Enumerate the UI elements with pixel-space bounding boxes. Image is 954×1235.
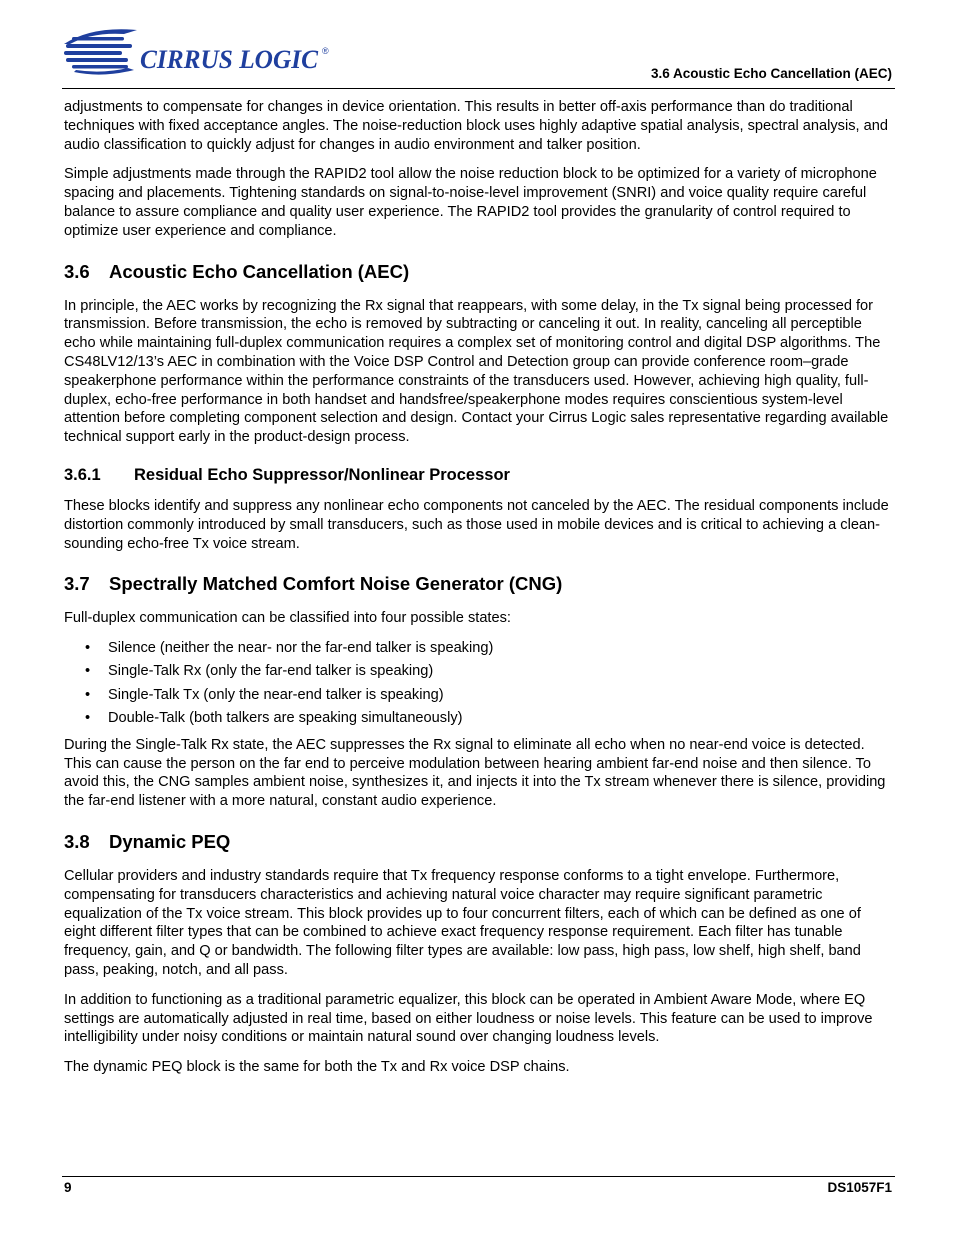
section-title: Spectrally Matched Comfort Noise Generator (CNG) [109,573,563,595]
list-item [64,662,892,681]
paragraph: Full-duplex communication can be classified into four possible states: [64,610,511,627]
section-number: 3.6 [64,260,90,282]
cirrus-logic-logo [62,24,342,80]
header-divider [62,88,895,89]
paragraph: adjustments to compensate for changes in device orientation. This results in better off-axis performance than do traditional techniques with fixed acceptance angles. The noise-reduction block uses highly adaptive spatial analysis, spectral analysis, and audio classification to quickly adjust for changes in audio environment and talker position. [64,99,888,153]
document-id: DS1057F1 [827,1180,892,1195]
section-heading-3-7 [64,573,892,595]
paragraph: These blocks identify and suppress any nonlinear echo components not canceled by the AEC. The residual components include distortion commonly introduced by small transducers, such as those used in mobile devices and is critical to achieving a clean-sounding echo-free Tx voice stream. [64,497,889,552]
paragraph: Simple adjustments made through the RAPID2 tool allow the noise reduction block to be optimized for a variety of microphone spacing and placements. Tightening standards on signal-to-noise-level improvement (SNRI) and voice quality require careful balance to assure compliance and quality user experience. The RAPID2 tool provides the granularity of control required to optimize user experience and compliance. [64,166,877,239]
paragraph: Cellular providers and industry standards require that Tx frequency response conforms to a tight envelope. Furthermore, compensating for transducers characteristics and achieving natural voice character may require significant parametric equalization of the Tx voice stream. This block provides up to four concurrent filters, each of which can be defined as one of eight different filter types that can be combined to achieve exact frequency response requirement. Each filter has tunable frequency, gain, and Q or bandwidth. The following filter types are available: low pass, high pass, low shelf, high shelf, band pass, peaking, notch, and all pass. [64,868,861,978]
list-item-text: Double-Talk (both talkers are speaking simultaneously) [108,710,463,727]
bullet-icon: • [85,686,91,703]
list-item-text: Single-Talk Tx (only the near-end talker is speaking) [108,686,444,703]
bullet-icon: • [85,640,91,657]
paragraph: In principle, the AEC works by recognizing the Rx signal that reappears, with some delay, in the Tx signal being processed for transmission. Before transmission, the echo is removed by subtracting or canceling it out. In reality, canceling all perceptible echo while maintaining full-duplex communication requires a complex set of monitoring control and digital DSP algorithms. The CS48LV12/13’s AEC in combination with the Voice DSP Control and Detection group can provide conference room–grade speakerphone performance within the performance constraints of the transducers used. However, achieving high quality, full-duplex, echo-free performance in both handset and handsfree/speakerphone modes requires conscientious system-level attention before completing component selection and design. Contact your Cirrus Logic sales representative regarding available technical support early in the product-design process. [64,297,889,446]
state-list [64,639,892,728]
section-heading-3-6 [64,261,892,283]
list-item [64,686,892,705]
page-number: 9 [64,1180,72,1195]
section-title: Dynamic PEQ [109,831,231,853]
bullet-icon: • [85,710,91,727]
section-title: Acoustic Echo Cancellation (AEC) [109,260,410,282]
list-item-text: Single-Talk Rx (only the far-end talker is speaking) [108,663,434,680]
registered-mark: ® [322,46,329,56]
paragraph: During the Single-Talk Rx state, the AEC suppresses the Rx signal to eliminate all echo when no near-end voice is detected. This can cause the person on the far end to perceive modulation between hearing ambient far-end noise and then silence. To avoid this, the CNG samples ambient noise, synthesizes it, and injects it into the Tx stream whenever there is silence, providing the far-end listener with a more natural, constant audio experience. [64,736,886,810]
paragraph: In addition to functioning as a traditional parametric equalizer, this block can be operated in Ambient Aware Mode, where EQ settings are automatically adjusted in real time, based on either loudness or noise levels. This feature can be used to improve intelligibility under noisy conditions or maintain natural sound over changing loudness levels. [64,991,873,1046]
page-body [64,98,892,1088]
subsection-heading-3-6-1 [64,465,892,485]
footer-divider [62,1176,895,1177]
section-title: Residual Echo Suppressor/Nonlinear Processor [134,465,510,484]
section-heading-3-8 [64,831,892,853]
list-item [64,709,892,728]
logo-wordmark: CIRRUS LOGIC [140,45,319,74]
bullet-icon: • [85,663,91,680]
section-number: 3.7 [64,573,90,595]
running-header-title: 3.6 Acoustic Echo Cancellation (AEC) [650,66,892,81]
list-item [64,639,892,658]
list-item-text: Silence (neither the near- nor the far-end talker is speaking) [108,640,494,657]
section-number: 3.8 [64,831,90,853]
section-number: 3.6.1 [64,465,101,484]
paragraph: The dynamic PEQ block is the same for both the Tx and Rx voice DSP chains. [64,1059,570,1076]
